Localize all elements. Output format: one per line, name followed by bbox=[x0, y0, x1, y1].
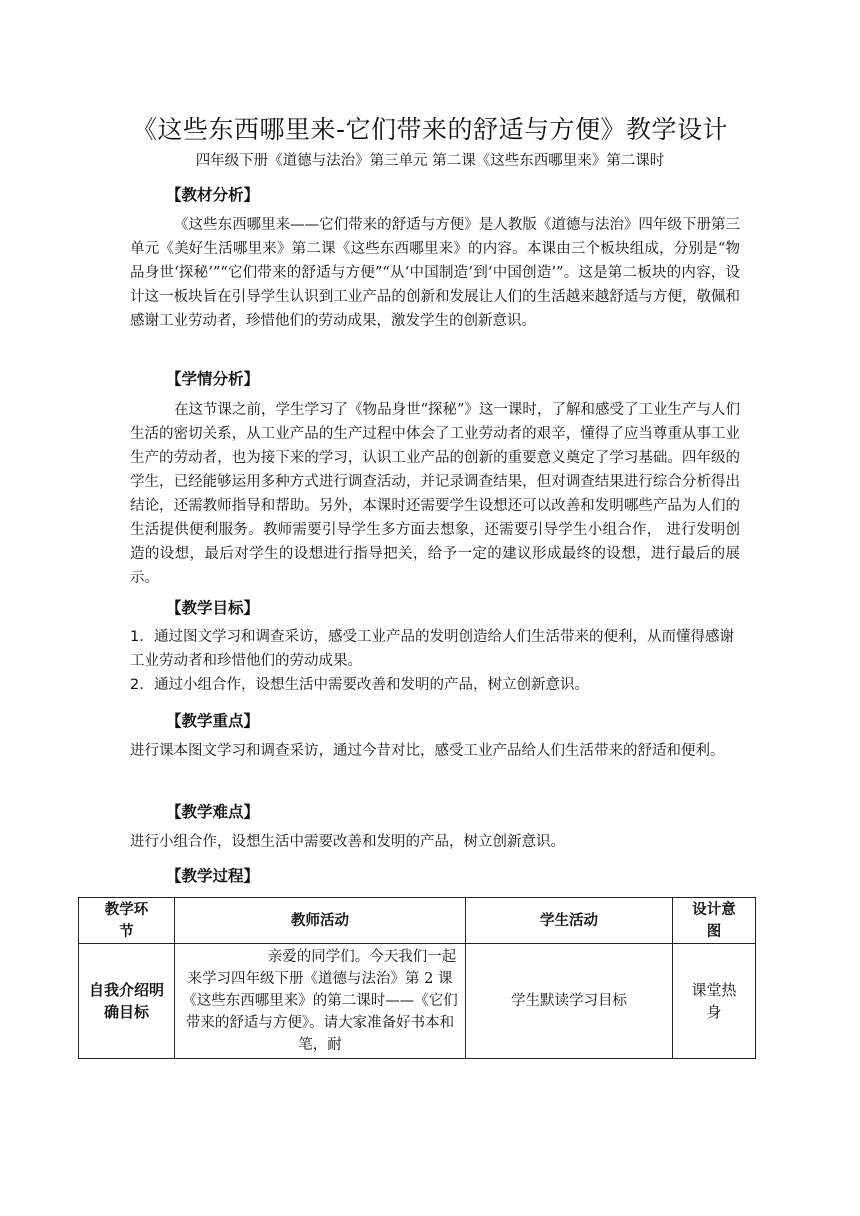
heading-textbook-analysis: 【教材分析】 bbox=[166, 186, 260, 204]
cell-student-activity: 学生默读学习目标 bbox=[466, 944, 673, 1059]
cell-stage: 自我介绍明确目标 bbox=[79, 944, 175, 1059]
column-header-student: 学生活动 bbox=[466, 898, 673, 944]
paragraph-key-points: 进行课本图文学习和调查采访，通过今昔对比，感受工业产品给人们生活带来的舒适和便利。 bbox=[130, 743, 725, 759]
objective-item bbox=[130, 673, 740, 697]
document-title: 《这些东西哪里来-它们带来的舒适与方便》教学设计 bbox=[131, 115, 729, 144]
column-header-stage: 教学环节 bbox=[79, 898, 175, 944]
column-header-teacher: 教师活动 bbox=[175, 898, 466, 944]
objective-item bbox=[130, 625, 740, 673]
cell-design-intent: 课堂热身 bbox=[673, 944, 756, 1059]
cell-teacher-activity bbox=[175, 944, 466, 1059]
objective-number: 1. bbox=[130, 629, 144, 645]
table-header-row bbox=[79, 898, 756, 944]
document-subtitle: 四年级下册《道德与法治》第三单元 第二课《这些东西哪里来》第二课时 bbox=[195, 153, 665, 169]
paragraph-difficulties: 进行小组合作，设想生活中需要改善和发明的产品，树立创新意识。 bbox=[130, 834, 565, 850]
paragraph-student-analysis bbox=[130, 398, 740, 590]
paragraph-textbook-analysis bbox=[130, 213, 740, 333]
objective-text: 通过图文学习和调查采访，感受工业产品的发明创造给人们生活带来的便利，从而懂得感谢工业劳动者和珍惜他们的劳动成果。 bbox=[130, 629, 734, 669]
heading-process: 【教学过程】 bbox=[166, 867, 260, 885]
process-table bbox=[78, 897, 756, 1059]
heading-student-analysis: 【学情分析】 bbox=[166, 370, 260, 388]
paragraph-textbook-analysis-text: 《这些东西哪里来——它们带来的舒适与方便》是人教版《道德与法治》四年级下册第三单元《美好生活哪里来》第二课《这些东西哪里来》的内容。本课由三个板块组成，分别是“物品身世‘探秘’”“它们带来的舒适与方便”“从‘中国制造’到‘中国创造’”。这是第二板块的内容，设计这一板块旨在引导学生认识到工业产品的创新和发展让人们的生活越来越舒适与方便，敬佩和感谢工业劳动者，珍惜他们的劳动成果，激发学生的创新意识。 bbox=[130, 217, 740, 329]
objective-text: 通过小组合作，设想生活中需要改善和发明的产品，树立创新意识。 bbox=[154, 677, 589, 693]
column-header-intent: 设计意图 bbox=[673, 898, 756, 944]
objective-number: 2. bbox=[130, 677, 144, 693]
paragraph-student-analysis-text: 在这节课之前，学生学习了《物品身世“探秘”》这一课时，了解和感受了工业生产与人们生活的密切关系，从工业产品的生产过程中体会了工业劳动者的艰辛，懂得了应当尊重从事工业生产的劳动者，也为接下来的学习，认识工业产品的创新的重要意义奠定了学习基础。四年级的学生，已经能够运用多种方式进行调查活动，并记录调查结果，但对调查结果进行综合分析得出结论，还需教师指导和帮助。另外，本课时还需要学生设想还可以改善和发明哪些产品为人们的生活提供便利服务。教师需要引导学生多方面去想象，还需要引导学生小组合作， 进行发明创造的设想，最后对学生的设想进行指导把关，给予一定的建议形成最终的设想，进行最后的展示。 bbox=[130, 402, 740, 586]
table-row bbox=[79, 944, 756, 1059]
heading-objectives: 【教学目标】 bbox=[166, 599, 260, 617]
heading-key-points: 【教学重点】 bbox=[166, 712, 260, 730]
cell-teacher-activity-text: 亲爱的同学们。今天我们一起来学习四年级下册《道德与法治》第 2 课《这些东西哪里来》的第二课时——《它们带来的舒适与方便》。请大家准备好书本和笔，耐 bbox=[182, 949, 458, 1053]
heading-difficulties: 【教学难点】 bbox=[166, 803, 260, 821]
